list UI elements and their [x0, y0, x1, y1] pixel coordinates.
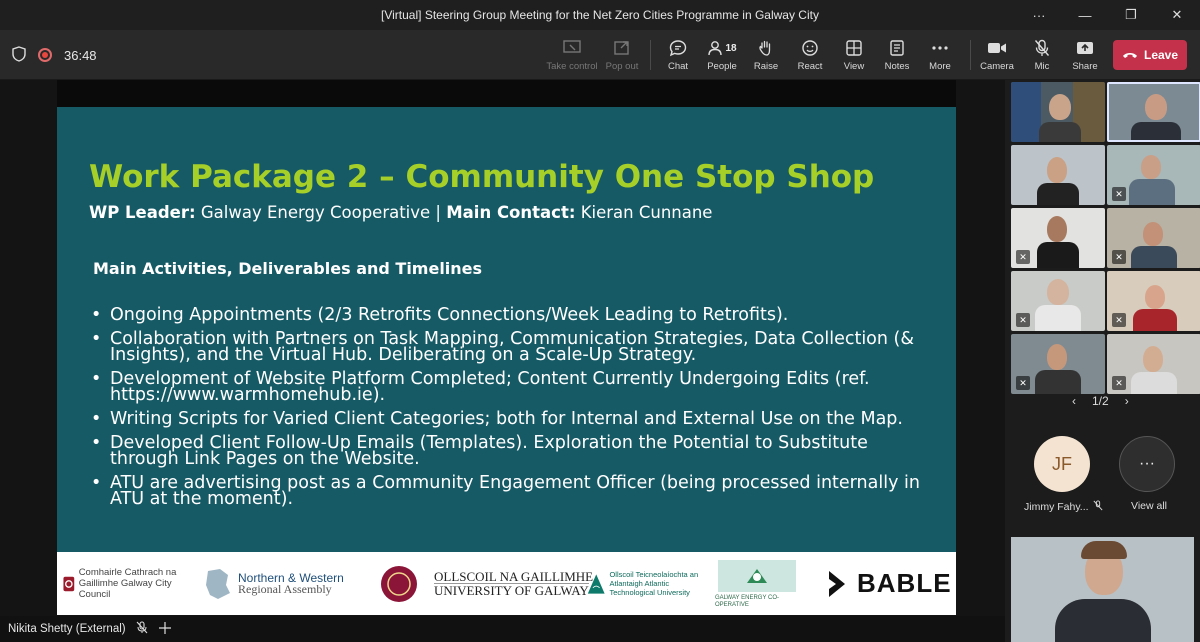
gallery-pager: [1072, 394, 1129, 408]
participant-video-tile[interactable]: [1107, 145, 1200, 205]
mic-off-icon: ✕: [1112, 313, 1126, 327]
share-icon: [1076, 38, 1094, 58]
leader-label: WP Leader:: [89, 203, 196, 222]
mic-off-icon: [1034, 38, 1050, 58]
presenter-status-bar: [0, 616, 1005, 642]
pin-icon[interactable]: [158, 621, 172, 638]
hand-icon: [757, 38, 775, 58]
bullet-item: • ATU are advertising post as a Community Engagement Officer (being processed internally in ATU at the moment).: [91, 475, 941, 507]
university-seal-logo: [379, 564, 419, 604]
more-options-icon[interactable]: ···: [1032, 7, 1046, 23]
notes-button[interactable]: Notes: [880, 30, 914, 80]
participant-video-tile[interactable]: [1011, 271, 1105, 331]
bullet-item: • Collaboration with Partners on Task Mapping, Communication Strategies, Data Collection (& Insights), and the Virtual Hub. Deliberating on a Scale-Up Strategy.: [91, 331, 941, 363]
page-indicator: 1/2: [1092, 394, 1109, 408]
window-titlebar: [0, 0, 1200, 30]
take-control-icon: [562, 38, 582, 58]
leave-label: Leave: [1143, 48, 1179, 62]
university-of-galway-logo: OLLSCOIL NA GAILLIMHE UNIVERSITY OF GALWAY: [434, 569, 594, 598]
nwra-logo: Northern & Western Regional Assembly: [202, 567, 344, 601]
university-seal-icon: [379, 564, 419, 604]
participant-video-tile[interactable]: [1107, 271, 1200, 331]
mic-off-icon: ✕: [1016, 250, 1030, 264]
meeting-toolbar: [0, 30, 1200, 80]
mic-off-icon: ✕: [1016, 313, 1030, 327]
presentation-slide: [57, 107, 956, 552]
restore-button[interactable]: ❐: [1125, 7, 1137, 22]
take-control-button[interactable]: Take control: [546, 30, 598, 80]
view-all-button[interactable]: [1119, 436, 1175, 492]
people-button[interactable]: 18 People: [704, 30, 740, 80]
mic-off-icon: [1093, 500, 1103, 514]
mic-off-icon: ✕: [1016, 376, 1030, 390]
people-count: 18: [725, 42, 737, 54]
slide-title: Work Package 2 – Community One Stop Shop: [89, 159, 875, 195]
window-title: [Virtual] Steering Group Meeting for the Net Zero Cities Programme in Galway City: [381, 8, 819, 22]
recording-icon: [38, 48, 52, 62]
raise-hand-button[interactable]: Raise: [750, 30, 782, 80]
chevron-left-icon[interactable]: ‹: [1072, 394, 1076, 408]
people-icon: [707, 38, 736, 58]
bullet-item: • Developed Client Follow-Up Emails (Templates). Exploration the Potential to Substitute through Link Pages on the Website.: [91, 435, 941, 467]
nwra-map-icon: [202, 567, 234, 601]
atu-logo: Ollscoil Teicneolaíochta an Atlantaigh Atlantic Technological University: [587, 559, 707, 609]
bullet-item: • Writing Scripts for Varied Client Categories; both for Internal and External Use on the Map.: [91, 411, 941, 427]
toolbar-separator: [970, 40, 971, 70]
bullet-item: • Ongoing Appointments (2/3 Retrofits Connections/Week Leading to Retrofits).: [91, 307, 941, 323]
phone-hangup-icon: [1122, 48, 1138, 62]
participant-video-tile[interactable]: [1011, 145, 1105, 205]
grid-icon: [845, 38, 863, 58]
mic-off-icon: ✕: [1112, 187, 1126, 201]
galway-energy-coop-logo: GALWAY ENERGY CO-OPERATIVE: [715, 559, 799, 609]
toolbar-separator: [650, 40, 651, 70]
participant-video-tile[interactable]: [1011, 334, 1105, 394]
camera-icon: [987, 38, 1007, 58]
bullet-item: • Development of Website Platform Completed; Content Currently Undergoing Edits (ref. https://www.warmhomehub.ie).: [91, 371, 941, 403]
leader-value: Galway Energy Cooperative |: [200, 203, 441, 222]
bable-arrow-icon: [827, 569, 851, 599]
slide-section-heading: Main Activities, Deliverables and Timelines: [93, 259, 483, 278]
avatar-initials: JF: [1052, 453, 1072, 474]
chat-icon: [668, 38, 688, 58]
pop-out-icon: [612, 38, 632, 58]
active-speaker-tile[interactable]: [1107, 82, 1200, 142]
mic-button[interactable]: Mic: [1028, 30, 1056, 80]
pop-out-button[interactable]: Pop out: [602, 30, 642, 80]
bullet-list: [91, 307, 941, 515]
participant-video-tile[interactable]: [1011, 82, 1105, 142]
window-controls: [1016, 0, 1200, 30]
mic-off-icon: ✕: [1112, 250, 1126, 264]
shield-icon: [12, 46, 26, 65]
smiley-icon: [801, 38, 819, 58]
participant-avatar-jf[interactable]: [1034, 436, 1090, 492]
camera-button[interactable]: Camera: [980, 30, 1014, 80]
meeting-status: [12, 30, 97, 80]
more-dots-icon: [931, 38, 949, 58]
share-button[interactable]: Share: [1070, 30, 1100, 80]
participant-video-tile[interactable]: [1107, 334, 1200, 394]
participant-name-row: [1024, 500, 1103, 514]
meeting-timer: 36:48: [64, 47, 97, 63]
contact-label: Main Contact:: [446, 203, 576, 222]
galway-council-logo: Comhairle Cathrach na Gaillimhe Galway City Council: [63, 567, 181, 601]
presenter-name: Nikita Shetty (External): [8, 623, 126, 635]
more-dots-icon: ···: [1139, 455, 1155, 472]
presenter-mic-off-icon: [136, 621, 148, 637]
self-view-video[interactable]: [1011, 537, 1194, 642]
atu-triangle-icon: [587, 559, 605, 609]
notes-icon: [888, 38, 906, 58]
slide-top-bar: [57, 80, 956, 107]
leave-button[interactable]: [1113, 40, 1187, 70]
participant-name: Jimmy Fahy...: [1024, 501, 1089, 513]
mic-off-icon: ✕: [1112, 376, 1126, 390]
participant-video-tile[interactable]: [1011, 208, 1105, 268]
chat-button[interactable]: Chat: [660, 30, 696, 80]
contact-value: Kieran Cunnane: [580, 203, 713, 222]
minimize-button[interactable]: —: [1078, 7, 1092, 23]
galway-council-crest-icon: [63, 567, 75, 601]
participant-video-tile[interactable]: [1107, 208, 1200, 268]
view-all-label: View all: [1131, 500, 1167, 512]
chevron-right-icon[interactable]: ›: [1124, 394, 1129, 408]
partner-logo-strip: [57, 552, 956, 615]
energy-coop-house-icon: [717, 559, 797, 593]
more-button[interactable]: More: [924, 30, 956, 80]
view-button[interactable]: View: [838, 30, 870, 80]
react-button[interactable]: React: [794, 30, 826, 80]
bable-logo: BABLE: [827, 569, 952, 599]
slide-subtitle: [89, 203, 712, 222]
close-button[interactable]: ✕: [1171, 7, 1183, 22]
